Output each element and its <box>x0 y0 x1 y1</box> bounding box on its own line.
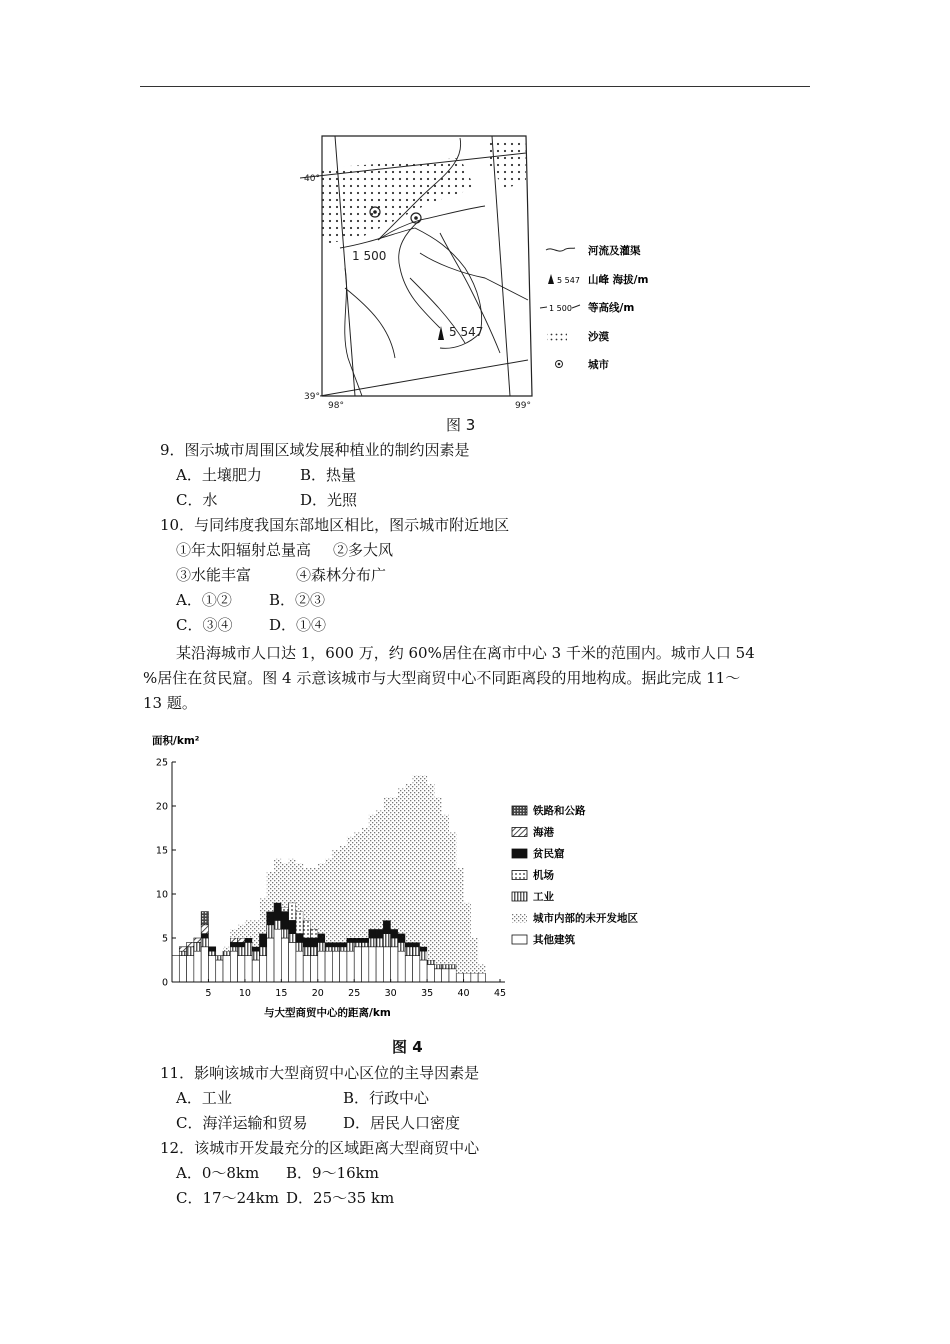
bar-segment-industry <box>347 942 354 951</box>
q9-option-b: B．热量 <box>300 466 357 484</box>
bar-segment-slum <box>413 942 420 946</box>
figure-3-caption: 图 3 <box>446 416 476 434</box>
bar-segment-other <box>325 951 332 982</box>
q9-option-a: A．土壤肥力 <box>176 466 262 484</box>
bar-segment-other <box>427 964 434 982</box>
passage-line-1: 某沿海城市人口达 1，600 万，约 60%居住在离市中心 3 千米的范围内。城市人口 54 <box>176 644 755 662</box>
q10-item-2: ②多大风 <box>333 541 394 559</box>
bar-segment-industry <box>310 947 317 956</box>
x-axis-label: 与大型商贸中心的距离/km <box>264 1007 391 1019</box>
bar-segment-other <box>362 947 369 982</box>
bar-segment-slum <box>281 912 288 930</box>
x-tick-label: 30 <box>384 988 397 999</box>
legend-label: 机场 <box>533 869 554 882</box>
contour-icon <box>540 307 547 308</box>
bar-segment-industry <box>281 929 288 938</box>
bar-segment-industry <box>405 947 412 956</box>
bar-segment-industry <box>340 947 347 951</box>
bar-segment-slum <box>245 938 252 942</box>
x-tick-label: 5 <box>205 988 212 999</box>
bar-segment-slum <box>405 942 412 946</box>
figure-3-map <box>300 128 660 428</box>
legend-swatch-undeveloped <box>512 914 527 923</box>
bar-segment-industry <box>274 920 281 929</box>
bar-segment-industry <box>289 934 296 943</box>
bar-segment-industry <box>325 947 332 951</box>
desert-icon <box>547 331 567 342</box>
bar-segment-undeveloped <box>310 868 317 930</box>
bar-segment-other <box>456 973 463 982</box>
bar-segment-slum <box>398 934 405 943</box>
bar-segment-industry <box>413 947 420 956</box>
bar-segment-undeveloped <box>464 903 471 973</box>
x-tick-label: 45 <box>493 988 507 999</box>
question-9-stem: 9．图示城市周围区域发展种植业的制约因素是 <box>160 441 470 459</box>
bar-segment-undeveloped <box>318 863 325 933</box>
bar-segment-other <box>223 956 230 982</box>
bar-segment-undeveloped <box>252 920 259 946</box>
bar-segment-port <box>201 925 208 934</box>
bar-segment-industry <box>376 938 383 947</box>
peak-label: 5 547 <box>449 325 484 339</box>
bar-segment-undeveloped <box>340 846 347 943</box>
bar-segment-undeveloped <box>267 872 274 912</box>
passage-line-2: %居住在贫民窟。图 4 示意该城市与大型商贸中心不同距离段的用地构成。据此完成 11～ <box>143 669 741 687</box>
bar-segment-slum <box>238 942 245 946</box>
bar-segment-other <box>464 973 471 982</box>
bar-segment-industry <box>442 964 449 968</box>
legend-label: 工业 <box>533 891 554 903</box>
bar-segment-other <box>347 951 354 982</box>
bar-segment-undeveloped <box>434 797 441 964</box>
legend-label: 沙漠 <box>588 331 609 343</box>
bar-segment-slum <box>310 938 317 947</box>
lat-label-bottom: 39° <box>304 392 320 402</box>
bar-segment-other <box>245 956 252 982</box>
bar-segment-other <box>172 956 179 982</box>
bar-segment-undeveloped <box>398 788 405 933</box>
bar-segment-slum <box>332 942 339 946</box>
bar-segment-airport <box>296 912 303 934</box>
bar-segment-undeveloped <box>274 859 281 903</box>
bar-segment-other <box>310 956 317 982</box>
bar-segment-industry <box>318 942 325 951</box>
x-tick-label: 15 <box>275 988 288 999</box>
x-tick-label: 35 <box>421 988 434 999</box>
lon-label-left: 98° <box>328 401 344 411</box>
bar-segment-other <box>274 929 281 982</box>
bar-segment-other <box>259 956 266 982</box>
q10-option-b: B．②③ <box>269 591 326 609</box>
bar-segment-other <box>238 956 245 982</box>
bar-segment-other <box>303 956 310 982</box>
bar-segment-industry <box>267 925 274 938</box>
bar-segment-other <box>478 973 485 982</box>
bar-segment-undeveloped <box>478 964 485 973</box>
bar-segment-undeveloped <box>405 784 412 942</box>
bar-segment-other <box>442 969 449 982</box>
bar-segment-slum <box>274 903 281 921</box>
y-tick-label: 10 <box>155 889 168 901</box>
legend-label: 河流及灌渠 <box>588 245 641 257</box>
bar-segment-industry <box>216 956 223 960</box>
legend-swatch-other <box>512 935 527 944</box>
y-axis-label: 面积/km² <box>152 735 200 747</box>
bar-segment-industry <box>296 942 303 951</box>
y-tick-label: 20 <box>155 801 168 813</box>
q10-item-1: ①年太阳辐射总量高 <box>176 541 312 559</box>
bar-segment-other <box>398 951 405 982</box>
bar-segment-other <box>289 942 296 982</box>
bar-segment-undeveloped <box>332 850 339 942</box>
y-tick-label: 25 <box>155 757 168 769</box>
legend-label: 等高线/m <box>588 302 635 314</box>
fig3-legend <box>540 244 648 371</box>
bar-segment-port <box>179 947 186 951</box>
bar-segment-other <box>434 969 441 982</box>
bar-segment-other <box>449 969 456 982</box>
bar-segment-undeveloped <box>427 784 434 960</box>
bar-segment-industry <box>245 942 252 955</box>
legend-swatch-slum <box>512 849 527 858</box>
bar-segment-undeveloped <box>223 947 230 951</box>
q11-option-d: D．居民人口密度 <box>343 1114 461 1132</box>
legend-label: 海港 <box>533 826 554 839</box>
q11-option-b: B．行政中心 <box>343 1089 430 1107</box>
bar-segment-slum <box>318 934 325 943</box>
bar-segment-slum <box>383 920 390 933</box>
bar-segment-industry <box>201 938 208 947</box>
bar-segment-undeveloped <box>289 859 296 903</box>
legend-label: 城市 <box>588 359 609 371</box>
bar-segment-other <box>471 973 478 982</box>
legend-swatch-industry <box>512 892 527 901</box>
q10-option-d: D．①④ <box>269 616 327 634</box>
desert-area <box>322 158 475 243</box>
legend-swatch-rail <box>512 806 527 815</box>
legend-sample: 1 500 <box>549 304 572 313</box>
legend-label: 城市内部的未开发地区 <box>533 912 638 925</box>
bar-segment-slum <box>347 938 354 942</box>
bar-segment-slum <box>296 934 303 943</box>
bar-segment-other <box>267 938 274 982</box>
bar-segment-undeveloped <box>420 775 427 947</box>
q12-option-b: B．9～16km <box>286 1164 379 1182</box>
bar-segment-undeveloped <box>281 863 288 907</box>
bar-segment-other <box>340 951 347 982</box>
bar-segment-airport <box>281 907 288 911</box>
bar-segment-industry <box>354 942 361 946</box>
bar-segment-other <box>420 960 427 982</box>
x-tick-label: 40 <box>457 988 470 999</box>
bar-segment-industry <box>391 938 398 947</box>
legend-sample: 5 547 <box>557 276 580 285</box>
bar-segment-undeveloped <box>230 929 237 938</box>
bar-segment-slum <box>376 929 383 938</box>
question-11-stem: 11．影响该城市大型商贸中心区位的主导因素是 <box>160 1064 480 1082</box>
bar-segment-undeveloped <box>238 925 245 938</box>
passage-line-3: 13 题。 <box>143 694 197 712</box>
bar-segment-undeveloped <box>442 815 449 965</box>
bar-segment-slum <box>230 942 237 946</box>
y-tick-label: 0 <box>161 977 168 989</box>
q9-option-d: D．光照 <box>300 491 358 509</box>
x-tick-label: 10 <box>238 988 251 999</box>
bar-segment-other <box>281 938 288 982</box>
bar-segment-industry <box>362 942 369 946</box>
bar-segment-undeveloped <box>391 797 398 929</box>
bar-segment-slum <box>354 938 361 942</box>
bar-segment-industry <box>238 947 245 956</box>
bar-segment-other <box>332 951 339 982</box>
q12-option-c: C．17～24km <box>176 1189 279 1207</box>
bar-segment-industry <box>208 951 215 955</box>
bar-segment-industry <box>194 942 201 951</box>
figure-4-caption: 图 4 <box>392 1038 423 1056</box>
bar-segment-industry <box>434 964 441 968</box>
bar-segment-undeveloped <box>369 815 376 929</box>
bar-segment-undeveloped <box>362 828 369 938</box>
bar-segment-industry <box>187 947 194 956</box>
bar-segment-other <box>252 960 259 982</box>
bar-segment-slum <box>340 942 347 946</box>
peak-icon <box>438 326 444 340</box>
bar-segment-port <box>230 938 237 942</box>
bar-segment-undeveloped <box>245 920 252 938</box>
desert-area <box>485 138 526 188</box>
bar-segment-other <box>187 956 194 982</box>
bar-segment-industry <box>230 947 237 951</box>
bar-segment-other <box>391 947 398 982</box>
bar-segment-rail <box>201 912 208 925</box>
legend-swatch-airport <box>512 871 527 880</box>
bar-segment-undeveloped <box>413 775 420 942</box>
bar-segment-other <box>383 947 390 982</box>
header-rule <box>140 86 810 87</box>
river-icon <box>546 248 575 251</box>
lon-label-right: 99° <box>515 401 531 411</box>
bar-segment-industry <box>252 951 259 960</box>
bar-segment-undeveloped <box>303 868 310 921</box>
q10-option-c: C．③④ <box>176 616 233 634</box>
bar-segment-other <box>230 951 237 982</box>
bar-segment-other <box>354 947 361 982</box>
bar-segment-other <box>405 956 412 982</box>
bar-segment-airport <box>289 903 296 921</box>
legend-label: 贫民窟 <box>533 848 565 860</box>
bar-segment-undeveloped <box>296 863 303 911</box>
y-tick-label: 15 <box>155 845 168 857</box>
q10-option-a: A．①② <box>176 591 232 609</box>
bar-segment-other <box>201 947 208 982</box>
bar-segment-airport <box>303 920 310 938</box>
bar-segment-slum <box>325 942 332 946</box>
lat-label-top: 40° <box>304 174 320 184</box>
question-12-stem: 12．该城市开发最充分的区域距离大型商贸中心 <box>160 1139 480 1157</box>
bar-segment-port <box>238 938 245 942</box>
q11-option-c: C．海洋运输和贸易 <box>176 1114 308 1132</box>
bar-segment-slum <box>201 934 208 938</box>
q9-option-c: C．水 <box>176 491 218 509</box>
contour-label: 1 500 <box>352 249 387 263</box>
bar-segment-other <box>194 951 201 982</box>
bar-segment-airport <box>310 929 317 938</box>
bar-segment-slum <box>259 934 266 947</box>
bar-segment-slum <box>252 947 259 951</box>
legend-label: 其他建筑 <box>533 934 575 946</box>
legend-label: 铁路和公路 <box>533 805 586 817</box>
bar-segment-undeveloped <box>347 837 354 938</box>
bar-segment-industry <box>179 951 186 955</box>
bar-segment-undeveloped <box>449 832 456 964</box>
bar-segment-slum <box>303 938 310 947</box>
bar-segment-slum <box>289 920 296 933</box>
bar-segment-slum <box>369 929 376 938</box>
city-icon <box>556 361 563 368</box>
y-tick-label: 5 <box>161 933 168 945</box>
q12-option-a: A．0～8km <box>176 1164 260 1182</box>
q11-option-a: A．工业 <box>176 1089 232 1107</box>
bar-segment-undeveloped <box>325 859 332 943</box>
q12-option-d: D．25～35 km <box>286 1189 395 1207</box>
bar-segment-industry <box>398 942 405 951</box>
bar-segment-port <box>194 938 201 942</box>
bar-segment-other <box>376 947 383 982</box>
bar-segment-other <box>179 956 186 982</box>
bar-segment-undeveloped <box>471 938 478 973</box>
bar-segment-undeveloped <box>376 810 383 929</box>
bar-segment-slum <box>391 929 398 938</box>
q10-item-4: ④森林分布广 <box>296 566 387 584</box>
bar-segment-industry <box>332 947 339 951</box>
figure-4-chart <box>130 732 690 1032</box>
bar-segment-slum <box>208 947 215 951</box>
bar-segment-other <box>318 951 325 982</box>
bar-segment-slum <box>420 947 427 951</box>
peak-icon <box>548 274 554 284</box>
bar-segment-industry <box>420 951 427 960</box>
bar-segment-undeveloped <box>259 898 266 933</box>
bar-segment-other <box>216 960 223 982</box>
bar-segment-undeveloped <box>456 868 463 974</box>
bar-segment-industry <box>369 938 376 947</box>
bar-segment-industry <box>449 964 456 968</box>
x-tick-label: 25 <box>348 988 361 999</box>
bar-segment-other <box>296 951 303 982</box>
bar-segment-other <box>413 956 420 982</box>
bar-segment-other <box>208 956 215 982</box>
bar-segment-undeveloped <box>383 797 390 920</box>
x-tick-label: 20 <box>311 988 324 999</box>
bar-segment-industry <box>303 947 310 956</box>
bar-segment-undeveloped <box>354 832 361 938</box>
bar-segment-industry <box>223 951 230 955</box>
bar-segment-industry <box>383 934 390 947</box>
bar-segment-other <box>369 947 376 982</box>
bar-segment-industry <box>259 947 266 956</box>
question-10-stem: 10．与同纬度我国东部地区相比，图示城市附近地区 <box>160 516 510 534</box>
bar-segment-industry <box>427 960 434 964</box>
bar-segment-port <box>187 942 194 946</box>
bar-segment-slum <box>267 912 274 925</box>
legend-label: 山峰 海拔/m <box>588 274 649 286</box>
legend-swatch-port <box>512 828 527 837</box>
q10-item-3: ③水能丰富 <box>176 566 252 584</box>
bar-segment-slum <box>362 938 369 942</box>
